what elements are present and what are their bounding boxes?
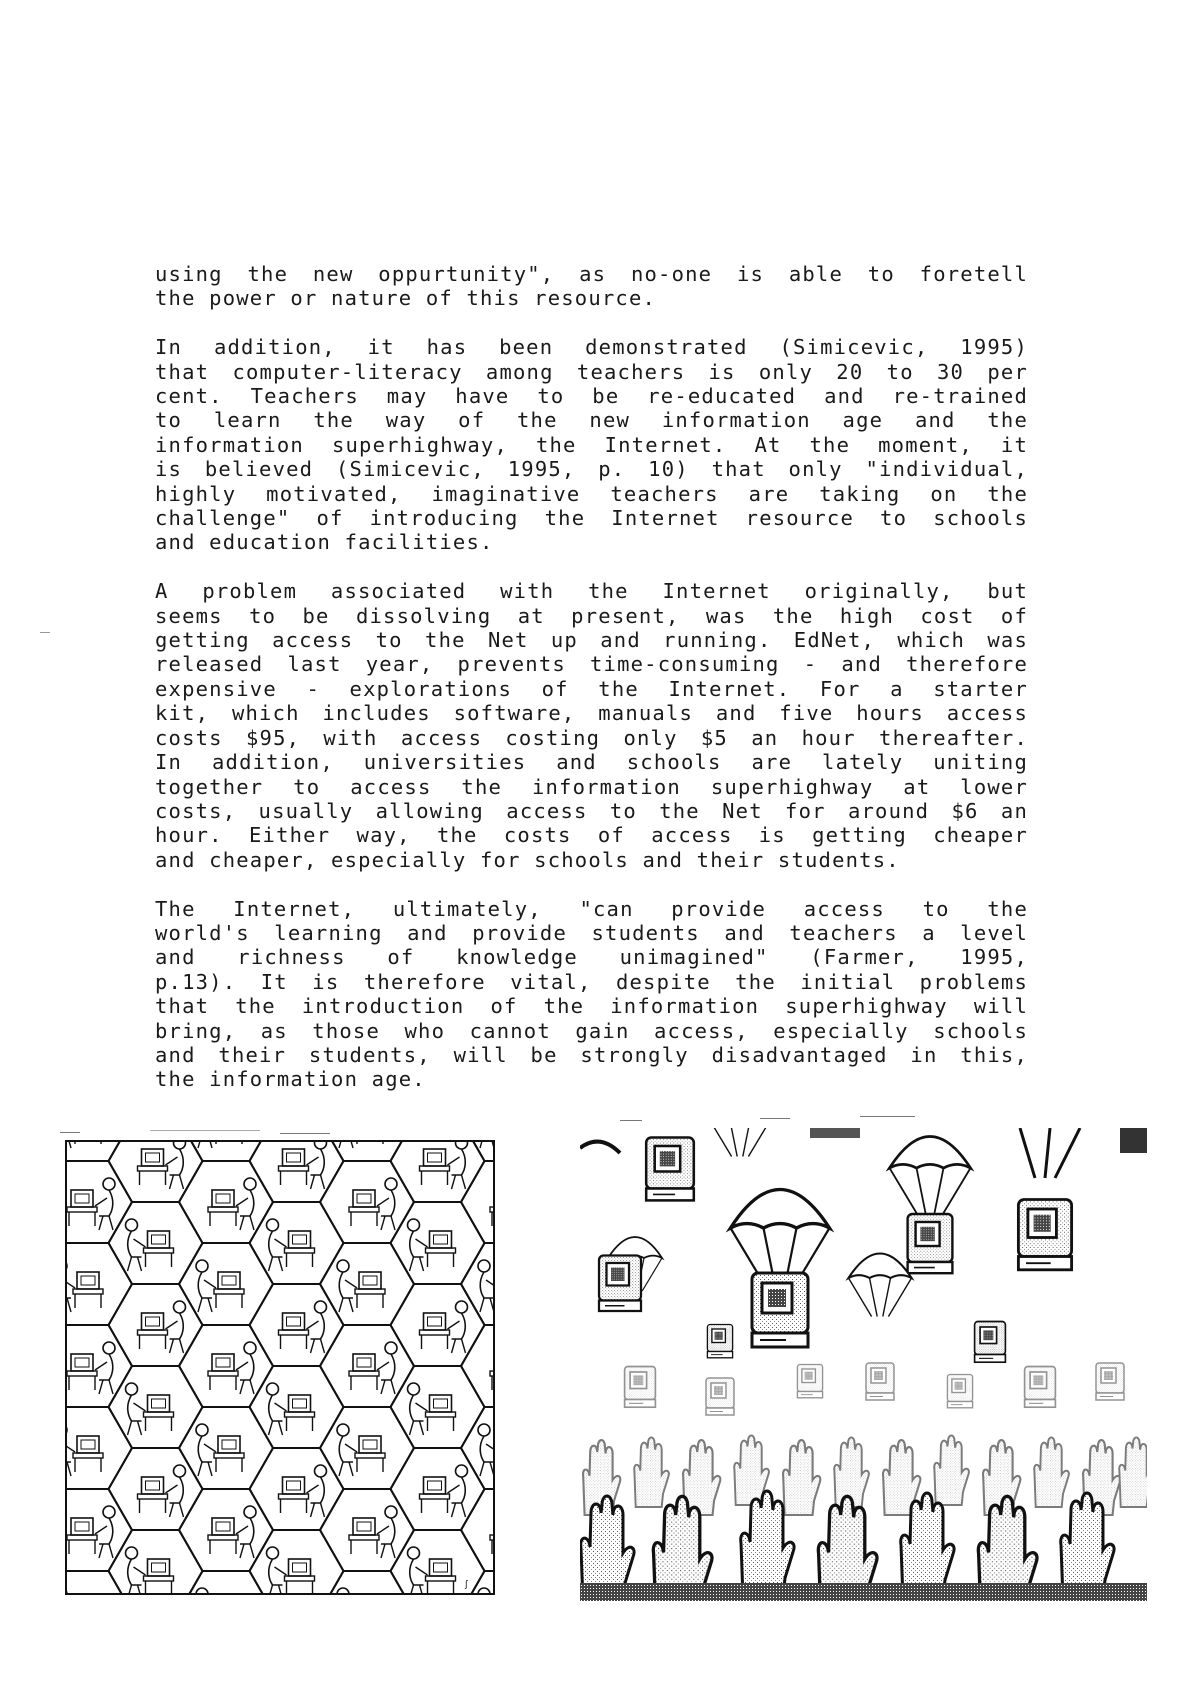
text-line: and education facilities. [155, 530, 494, 555]
scan-artifact [150, 1130, 260, 1131]
text-line: bring, as those who cannot gain access, especially schools [155, 1018, 1028, 1043]
text-line: information superhighway, the Internet. At the moment, it [155, 432, 1028, 457]
text-line: p.13). It is therefore vital, despite the initial problems [155, 969, 1028, 994]
paragraph-1 [155, 262, 1028, 311]
paragraph-3 [155, 579, 1028, 872]
text-line: In addition, universities and schools are lately uniting [155, 750, 1028, 775]
svg-text:ʃ: ʃ [465, 1580, 469, 1590]
scan-artifact [620, 1120, 642, 1121]
text-line: the power or nature of this resource. [155, 286, 657, 311]
body-text [155, 262, 1028, 1116]
text-line: to learn the way of the new information age and the [155, 408, 1028, 433]
honeycomb-people-at-computers-illustration [65, 1140, 495, 1595]
text-line: kit, which includes software, manuals and five hours access [155, 701, 1028, 726]
text-line: using the new oppurtunity", as no-one is able to foretell [155, 262, 1028, 286]
text-line: the information age. [155, 1067, 426, 1092]
text-line: together to access the information superhighway at lower [155, 774, 1028, 799]
paragraph-4 [155, 897, 1028, 1092]
text-line: and their students, will be strongly disadvantaged in this, [155, 1042, 1028, 1067]
text-line: that computer-literacy among teachers is only 20 to 30 per [155, 359, 1028, 384]
text-line: challenge" of introducing the Internet resource to schools [155, 506, 1028, 531]
text-line: and richness of knowledge unimagined" (Farmer, 1995, [155, 945, 1028, 970]
text-line: In addition, it has been demonstrated (Simicevic, 1995) [155, 335, 1028, 360]
text-line: getting access to the Net up and running. EdNet, which was [155, 628, 1028, 653]
text-line: world's learning and provide students and teachers a level [155, 920, 1028, 945]
scan-artifact [860, 1116, 915, 1117]
text-line: and cheaper, especially for schools and their students. [155, 847, 900, 872]
scan-artifact [280, 1133, 330, 1134]
text-line: released last year, prevents time-consuming - and therefore [155, 652, 1028, 677]
scan-artifact [760, 1118, 790, 1119]
text-line: The Internet, ultimately, "can provide access to the [155, 896, 1028, 921]
scan-artifact [40, 632, 50, 633]
parachuting-computers-and-raised-hands-illustration [580, 1128, 1147, 1601]
paragraph-2 [155, 335, 1028, 555]
text-line: seems to be dissolving at present, was the high cost of [155, 603, 1028, 628]
text-line: is believed (Simicevic, 1995, p. 10) that only "individual, [155, 457, 1028, 482]
text-line: hour. Either way, the costs of access is getting cheaper [155, 823, 1028, 848]
scan-artifact [60, 1132, 80, 1133]
text-line: highly motivated, imaginative teachers are taking on the [155, 481, 1028, 506]
text-line: expensive - explorations of the Internet. For a starter [155, 676, 1028, 701]
text-line: A problem associated with the Internet originally, but [155, 579, 1028, 604]
text-line: cent. Teachers may have to be re-educated and re-trained [155, 384, 1028, 409]
text-line: costs $95, with access costing only $5 an hour thereafter. [155, 725, 1028, 750]
text-line: that the introduction of the information superhighway will [155, 994, 1028, 1019]
text-line: costs, usually allowing access to the Net for around $6 an [155, 798, 1028, 823]
